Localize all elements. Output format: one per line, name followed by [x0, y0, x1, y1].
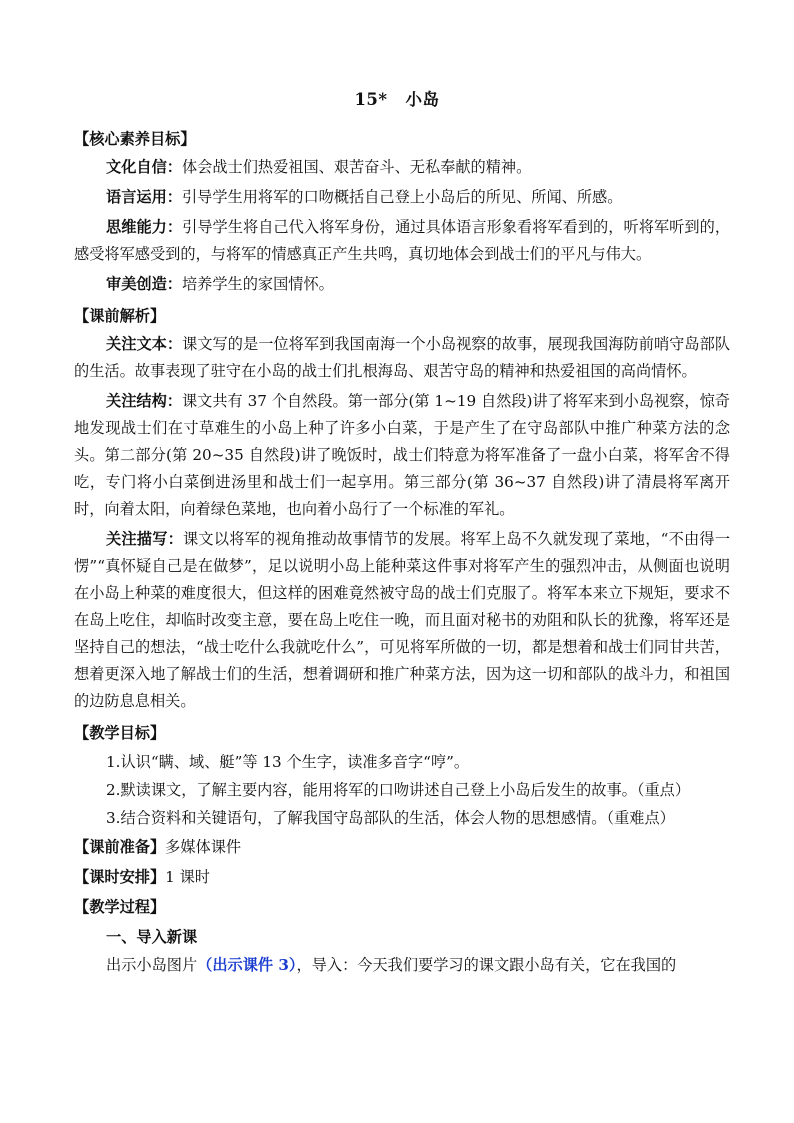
analysis-text-focus [74, 331, 730, 385]
lesson-title-text: 小岛 [405, 90, 440, 109]
core-goal-lead: 文化自信： [106, 158, 182, 176]
analysis-structure-focus [74, 388, 730, 523]
teaching-goal-item: 1.认识“瞒、域、艇”等 13 个生字，读准多音字“哼”。 [106, 753, 470, 771]
schedule-text: 1 课时 [165, 868, 210, 886]
core-goal-thinking [74, 214, 730, 268]
core-goal-aesthetic [74, 271, 730, 298]
teaching-goals-heading: 【教学目标】 [74, 724, 166, 742]
preparation-heading: 【课前准备】 [74, 838, 166, 856]
analysis-text: 课文共有 37 个自然段。第一部分(第 1~19 自然段)讲了将军来到小岛视察，惊奇地发现战士们在寸草难生的小岛上种了许多小白菜，于是产生了在守岛部队中推广种菜方法的念头。第二部分(第 20~35 自然段)讲了晚饭时，战士们特意为将军准备了一盘小白菜，将军舍不得吃，专门将小白菜倒进汤里和战士们一起享用。第三部分(第 36~37 自然段)讲了清晨将军离开时，向着太阳，向着绿色菜地，也向着小岛行了一个标准的军礼。 [74, 392, 730, 518]
analysis-heading: 【课前解析】 [74, 307, 166, 325]
analysis-text: 课文以将军的视角推动故事情节的发展。将军上岛不久就发现了菜地，“不由得一愣”“真怀疑自己是在做梦”，足以说明小岛上能种菜这件事对将军产生的强烈冲击，从侧面也说明在小岛上种菜的难度很大，但这样的困难竟然被守岛的战士们克服了。将军本来立下规矩，要求不在岛上吃住，却临时改变主意，要在岛上吃住一晚，而且面对秘书的劝阻和队长的犹豫，将军还是坚持自己的想法，“战士吃什么我就吃什么”，可见将军所做的一切，都是想着和战士们同甘共苦，想着更深入地了解战士们的生活，想着调研和推广种菜方法，因为这一切和部队的战斗力，和祖国的边防息息相关。 [74, 530, 731, 710]
core-goal-lead: 语言运用： [106, 188, 182, 206]
core-goal-text: 引导学生将自己代入将军身份，通过具体语言形象看将军看到的，听将军听到的，感受将军感受到的，与将军的情感真正产生共鸣，真切地体会到战士们的平凡与伟大。 [74, 218, 731, 263]
analysis-lead: 关注结构： [106, 392, 182, 410]
schedule-heading: 【课时安排】 [74, 868, 166, 886]
core-goal-text: 引导学生用将军的口吻概括自己登上小岛后的所见、所闻、所感。 [181, 188, 623, 206]
core-goal-lead: 审美创造： [106, 275, 182, 293]
core-goal-text: 体会战士们热爱祖国、艰苦奋斗、无私奉献的精神。 [181, 158, 532, 176]
process-section-title: 一、导入新课 [106, 928, 198, 946]
core-goal-culture [74, 154, 730, 181]
core-goal-language [74, 184, 730, 211]
teaching-goal-item: 3.结合资料和关键语句，了解我国守岛部队的生活，体会人物的思想感情。（重难点） [106, 809, 675, 827]
analysis-description-focus [74, 526, 730, 715]
preparation-row [74, 832, 730, 862]
teaching-goal-item: 2.默读课文，了解主要内容，能用将军的口吻讲述自己登上小岛后发生的故事。（重点） [106, 781, 691, 799]
process-text-post: ，导入：今天我们要学习的课文跟小岛有关，它在我国的 [296, 956, 677, 974]
core-goal-lead: 思维能力： [106, 218, 183, 236]
core-goal-text: 培养学生的家国情怀。 [181, 275, 334, 293]
analysis-lead: 关注文本： [106, 335, 183, 353]
process-text-pre: 出示小岛图片 [106, 956, 198, 974]
core-goals-heading: 【核心素养目标】 [74, 130, 196, 148]
analysis-lead: 关注描写： [106, 530, 184, 548]
courseware-reference: （出示课件 3） [197, 956, 297, 974]
lesson-number: 15* [354, 90, 388, 109]
process-section-text [74, 952, 730, 979]
analysis-text: 课文写的是一位将军到我国南海一个小岛视察的故事，展现我国海防前哨守岛部队的生活。故事表现了驻守在小岛的战士们扎根海岛、艰苦守岛的精神和热爱祖国的高尚情怀。 [74, 335, 731, 380]
document-body [74, 124, 730, 979]
schedule-row [74, 862, 730, 892]
preparation-text: 多媒体课件 [165, 838, 242, 856]
process-heading: 【教学过程】 [74, 898, 166, 916]
lesson-title [0, 86, 794, 110]
